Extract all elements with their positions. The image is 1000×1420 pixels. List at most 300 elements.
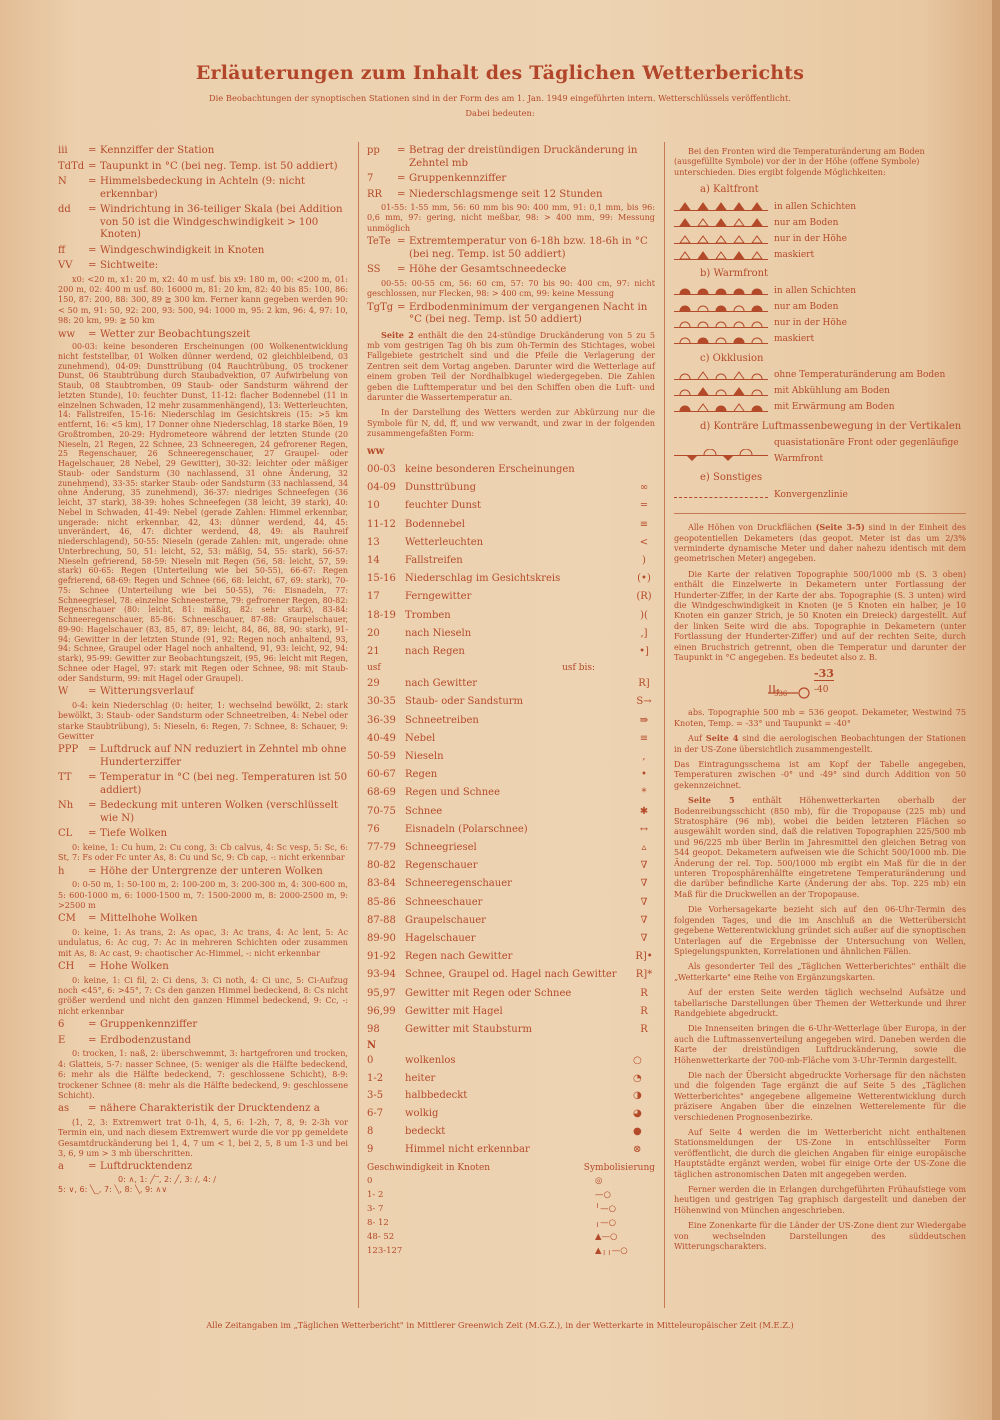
weather-symbol-icon: ∇ xyxy=(640,933,648,945)
ww-row xyxy=(367,479,655,497)
code: 83-84 xyxy=(367,878,396,890)
front-mark xyxy=(716,390,726,395)
front-row-label: quasistationäre Front oder gegenläufige Warmfront xyxy=(774,438,959,465)
def-symbol: PPP xyxy=(58,744,79,756)
def-n xyxy=(58,176,348,201)
warm-front-heading: b) Warmfront xyxy=(700,268,769,280)
quasistationary-front-svg xyxy=(674,449,768,461)
label: Staub- oder Sandsturm xyxy=(405,696,524,708)
front-line xyxy=(674,202,768,211)
def-symbol: CH xyxy=(58,961,75,973)
code: 68-69 xyxy=(367,787,396,799)
spacer xyxy=(419,1216,595,1230)
scheme-paragraph: Das Eintragungsschema ist am Kopf der Tabelle angegeben, Temperaturen zwischen -0° und -49° sind durch Addition von 50 gekennzeichnet. xyxy=(674,759,966,790)
label: Ferngewitter xyxy=(405,591,472,603)
def-7 xyxy=(367,173,655,186)
seite-2-paragraph xyxy=(367,330,655,403)
column-1 xyxy=(58,142,348,1195)
footer-note: Alle Zeitangaben im „Täglichen Wetterbericht" in Mittlerer Greenwich Zeit (M.G.Z.), in der Wetterkarte in Mitteleuropäischer Zeit (M.E.Z.) xyxy=(206,1320,794,1330)
front-row-label: nur am Boden xyxy=(774,217,839,228)
ww-row xyxy=(367,821,655,839)
def-ch-description: 0: keine, 1: Ci fil, 2: Ci dens, 3: Ci noth, 4: Ci unc, 5: Ci-Aufzug noch <45°, 6: >45°, 7: Cs den ganzen Himmel bedeckend, 8: Cs nicht größer werdend und nicht den ganzen Himmel bedeckend, 9: Cc, -: nicht erkennbar xyxy=(58,974,348,1016)
ww-row xyxy=(367,803,655,821)
def-group-6 xyxy=(58,1019,348,1032)
ww-row xyxy=(367,552,655,570)
def-text: Erdbodenminimum der vergangenen Nacht in °C (bei neg. Temp. ist 50 addiert) xyxy=(409,301,648,326)
ww-list-part-1 xyxy=(367,461,655,661)
label: Dunsttrübung xyxy=(405,482,476,494)
def-equals: = xyxy=(88,865,97,877)
front-mark xyxy=(680,374,690,379)
front-row xyxy=(674,331,966,347)
weather-symbol-icon: ∇ xyxy=(640,914,648,926)
page-edge xyxy=(992,0,1000,1420)
code: 40-49 xyxy=(367,732,396,744)
def-ss xyxy=(367,264,655,277)
label: Nebel xyxy=(405,732,436,744)
forecast-paragraph: Die Vorhersagekarte bezieht sich auf den 06-Uhr-Termin des folgenden Tages, und die im Anschluß an die Wetterübersicht gegebene Wetterentwicklung gründet sich außer auf die synoptischen Unterlagen auf die Ergebnisse der Untersuchung von Wellen, Spiegelungspunkten, Korrelationen und ähnlichen Fällen. xyxy=(674,904,966,956)
def-symbol: CM xyxy=(58,913,76,925)
def-text: Extremtemperatur von 6-18h bzw. 18-6h in °C (bei neg. Temp. ist 50 addiert) xyxy=(409,236,648,260)
spacer xyxy=(419,1230,595,1244)
def-ff xyxy=(58,245,348,258)
def-e xyxy=(58,1035,348,1048)
def-text: Sichtweite: xyxy=(100,260,159,271)
ww-row xyxy=(367,948,655,966)
def-tt xyxy=(58,772,348,797)
weather-symbol-icon xyxy=(633,461,655,479)
def-text: Windrichtung in 36-teiliger Skala (bei Addition von 50 ist die Windgeschwindigkeit > 100 Knoten) xyxy=(100,204,343,240)
ww-row xyxy=(367,1003,655,1021)
def-symbol: TT xyxy=(58,772,72,784)
front-row xyxy=(674,367,966,383)
def-symbol: E xyxy=(58,1034,66,1046)
code: 77-79 xyxy=(367,842,396,854)
front-mark xyxy=(752,306,762,311)
def-symbol: N xyxy=(58,176,67,187)
def-symbol: 7 xyxy=(367,173,374,184)
front-mark xyxy=(734,236,744,243)
def-text: Temperatur in °C (bei neg. Temperaturen ist 50 addiert) xyxy=(100,772,348,796)
label: nach Gewitter xyxy=(405,678,478,690)
def-as-description: (1, 2, 3: Extremwert trat 0-1h, 4, 5, 6: 1-2h, 7, 8, 9: 2-3h vor Termin ein, und nach diesem Extremwert wurde die vor pp gemeldete Gesamtdruckänderung bei 1, 4, 7 um < 1, bei 2, 5, 8 um 1-3 und bei 3, 6, 9 um > 3 mb überschritten. xyxy=(58,1116,348,1159)
front-row xyxy=(674,435,966,467)
front-symbol-icon xyxy=(674,284,768,296)
wind-barb-icon: ◎ xyxy=(595,1176,603,1187)
weather-symbol-icon: ↔ xyxy=(639,823,649,835)
def-equals: = xyxy=(88,1161,97,1173)
seite-5-text: enthält Höhenwetterkarten oberhalb der Bodenreibungsschicht (850 mb), für die Tropopause (225 mb) und Stratosphäre (96 mb), wobei die beiden letzteren Flächen so ausgewählt worden sind, daß die relativen Topographien 225/500 mb und 96/225 mb über Berlin im Jahresmittel den gleichen Betrag von 544 geopot. Dekametern aufweisen wie die Schicht 500/1000 mb. Die Änderung der rel. Top. 500/1000 mb ergibt ein Maß für die in der unteren Troposphärenhälfte eingetretene Temperaturänderung und die darüber befindliche Karte (Änderung der abs. Top. 225 mb) ein Maß für die Druckwellen an der Tropopause. xyxy=(674,795,966,899)
wind-barb-icon: —○ xyxy=(595,1190,611,1201)
ww-row xyxy=(367,985,655,1003)
code: 36-39 xyxy=(367,714,396,726)
def-a-tendency-row-1: 0: ∧, 1: ╱‾, 2: ╱, 3: ∕, 4: ∕ xyxy=(118,1173,216,1184)
code: 8 xyxy=(367,1125,374,1137)
def-vv xyxy=(58,260,348,273)
front-mark xyxy=(752,252,762,259)
code: 15-16 xyxy=(367,573,396,585)
def-equals: = xyxy=(88,204,97,215)
ww-list-part-2 xyxy=(367,675,655,1039)
front-mark xyxy=(698,289,708,294)
front-mark xyxy=(734,338,744,343)
front-mark xyxy=(734,203,744,210)
def-rr xyxy=(367,189,655,202)
def-equals: = xyxy=(397,188,406,200)
front-mark xyxy=(680,390,690,395)
def-symbol: 6 xyxy=(58,1019,65,1031)
def-symbol: dd xyxy=(58,204,71,215)
front-symbol-icon xyxy=(674,249,768,261)
zone-map-paragraph: Eine Zonenkarte für die Länder der US-Zone dient zur Wiedergabe von wechselnden Darstellungen des süddeutschen Witterungscharakters. xyxy=(674,1220,966,1252)
def-ch xyxy=(58,961,348,974)
weather-symbol-icon: ≡ xyxy=(639,518,649,530)
front-line xyxy=(674,251,768,260)
label: Tromben xyxy=(405,609,451,621)
label: Schneeschauer xyxy=(405,896,483,908)
front-row-label: nur in der Höhe xyxy=(774,234,847,245)
spacer xyxy=(419,1202,595,1216)
wind-speed-row xyxy=(367,1202,655,1216)
label: Gewitter mit Regen oder Schnee xyxy=(405,987,572,999)
front-mark xyxy=(680,322,690,327)
n-section-heading: N xyxy=(367,1040,377,1052)
column-divider-1 xyxy=(358,142,359,1308)
front-mark xyxy=(734,388,744,395)
front-mark xyxy=(716,252,726,259)
label: Regenschauer xyxy=(405,860,478,872)
label: Schnee xyxy=(405,805,443,817)
def-a-tendency-row-2: 5: ∨, 6: ╲_, 7: ╲, 8: ╲, 9: ∧∨ xyxy=(58,1184,168,1195)
heights-page-ref: (Seite 3-5) xyxy=(815,522,865,533)
ww-row xyxy=(367,570,655,588)
def-symbol: VV xyxy=(58,260,73,271)
def-equals: = xyxy=(397,264,406,276)
front-mark xyxy=(752,322,762,327)
code: 3-5 xyxy=(367,1090,384,1102)
def-cm xyxy=(58,913,348,926)
def-equals: = xyxy=(88,160,97,172)
def-a xyxy=(58,1161,348,1174)
front-mark xyxy=(734,289,744,294)
convergence-line-symbol xyxy=(674,491,768,498)
def-equals: = xyxy=(88,686,97,698)
label: Nieseln xyxy=(405,751,444,763)
front-row-label: nur in der Höhe xyxy=(774,318,847,329)
front-row xyxy=(674,487,966,503)
speed-heading-right: Symbolisierung xyxy=(583,1163,655,1174)
spacer xyxy=(419,1188,595,1202)
def-nh xyxy=(58,800,348,825)
seite-4-paragraph: Auf Seite 4 sind die aerologischen Beobachtungen der Stationen in der US-Zone übersichtlich zusammengestellt. xyxy=(674,733,966,754)
ww-row xyxy=(367,875,655,893)
front-symbol-icon xyxy=(674,233,768,245)
front-mark xyxy=(680,236,690,243)
weather-symbol-icon: ▵ xyxy=(641,842,647,854)
code: 18-19 xyxy=(367,609,396,621)
ww-row xyxy=(367,1021,655,1039)
front-mark xyxy=(752,203,762,210)
front-row xyxy=(674,199,966,215)
front-mark xyxy=(698,404,708,411)
def-symbol: pp xyxy=(367,145,380,156)
front-row xyxy=(674,215,966,231)
label: feuchter Dunst xyxy=(405,500,482,512)
label: Schneegriesel xyxy=(405,842,477,854)
front-mark xyxy=(698,219,708,226)
weather-symbol-icon: ∇ xyxy=(640,878,648,890)
wind-speed-code: 48- 52 xyxy=(367,1232,395,1243)
seite-4-text: sind die aerologischen Beobachtungen der Stationen in der US-Zone übersichtlich zusammengestellt. xyxy=(674,733,966,754)
code: 29 xyxy=(367,678,380,690)
front-mark xyxy=(698,236,708,243)
spacer xyxy=(419,1244,595,1258)
front-symbol-icon xyxy=(674,333,768,345)
label: nach Regen xyxy=(405,646,465,658)
example-explanation: abs. Topographie 500 mb = 536 geopot. Dekameter, Westwind 75 Knoten, Temp. = -33° und Taupunkt = -40° xyxy=(674,707,966,728)
front-mark xyxy=(752,406,762,411)
front-mark xyxy=(698,388,708,395)
heights-text: Alle Höhen von Druckflächen xyxy=(688,522,816,533)
def-text: Hohe Wolken xyxy=(100,961,169,973)
wind-barb-icon: ╵—○ xyxy=(595,1204,617,1215)
ww-row xyxy=(367,693,655,711)
front-mark xyxy=(752,338,762,343)
seite-2-text: enthält die den 24-stündige Druckänderung von 5 zu 5 mb vom gestrigen Tag 0h bis zum 0h-Termin des Stichtages, wobei Fallgebiete gestrichelt sind und die Pfeile die Verlagerung der Zentren seit dem Vortag angeben. Darunter wird die Wetterlage auf einem groben Teil der Nordhalbkugel wiedergegeben. Die Zahlen geben die Lufttemperatur und bei den Schiffen oben die Luft- und darunter die Wassertemperatur an. xyxy=(367,329,655,402)
front-line xyxy=(674,235,768,244)
weather-symbol-icon: •] xyxy=(639,646,649,658)
def-symbol: CL xyxy=(58,828,73,840)
front-mark xyxy=(752,390,762,395)
other-heading: e) Sonstiges xyxy=(700,472,763,484)
def-symbol: RR xyxy=(367,188,383,200)
inner-pages-paragraph: Die Innenseiten bringen die 6-Uhr-Wetterlage über Europa, in der auch die Luftmassenverteilung angegeben wird. Daneben werden die Karte der dreistündigen Luftdruckänderung, sowie die Höhenwetterkarte der 700-mb-Fläche vom 3-Uhr-Termin dargestellt. xyxy=(674,1023,966,1065)
code: 98 xyxy=(367,1024,380,1036)
front-mark xyxy=(734,322,744,327)
def-symbol: ww xyxy=(58,328,76,340)
front-row xyxy=(674,283,966,299)
ww-row xyxy=(367,712,655,730)
weather-symbol-icon: = xyxy=(639,500,649,512)
front-row xyxy=(674,247,966,263)
cloud-cover-row xyxy=(367,1070,655,1088)
label: Fallstreifen xyxy=(405,555,463,567)
front-line xyxy=(674,303,768,312)
def-text: Höhe der Gesamtschneedecke xyxy=(409,264,567,276)
ww-row xyxy=(367,730,655,748)
cloud-cover-row xyxy=(367,1105,655,1123)
ww-row xyxy=(367,894,655,912)
seite-4-label: Seite 4 xyxy=(705,733,739,744)
ww-row xyxy=(367,784,655,802)
def-symbol: TdTd xyxy=(58,160,85,172)
def-text: Gruppenkennziffer xyxy=(409,173,507,184)
column-3 xyxy=(674,142,966,1256)
code: 93-94 xyxy=(367,969,396,981)
front-mark xyxy=(716,374,726,379)
heights-text-2: sind in der Einheit des geopotentiellen Dekameters (das geopot. Meter ist das um 2/3% verminderte dynamische Meter und daher nahezu identisch mit dem geometrischen Meter) angegeben. xyxy=(674,522,966,564)
weather-symbol-icon: R] xyxy=(638,678,650,690)
front-line xyxy=(674,403,768,412)
ww-row xyxy=(367,766,655,784)
code: 11-12 xyxy=(367,518,396,530)
cloud-cover-row xyxy=(367,1141,655,1159)
front-row-label: mit Erwärmung am Boden xyxy=(774,402,895,413)
label: heiter xyxy=(405,1072,436,1084)
heights-paragraph xyxy=(674,522,966,564)
code: 60-67 xyxy=(367,769,396,781)
label: Schneeregenschauer xyxy=(405,878,512,890)
label: Regen und Schnee xyxy=(405,787,501,799)
front-row-label: nur am Boden xyxy=(774,302,839,313)
def-text: Luftdruck auf NN reduziert in Zehntel mb ohne Hunderterziffer xyxy=(100,744,347,768)
def-equals: = xyxy=(88,176,97,187)
weather-symbol-icon: R]* xyxy=(635,969,653,981)
soundings-paragraph: Ferner werden die in Erlangen durchgeführten Frühaufstiege vom heutigen und gestrigen Tag graphisch dargestellt und daneben der Höhenwind von München angeschrieben. xyxy=(674,1184,966,1215)
weather-symbol-icon: R xyxy=(640,1024,648,1036)
front-mark xyxy=(698,322,708,327)
def-symbol: TgTg xyxy=(367,301,394,313)
front-mark xyxy=(752,219,762,226)
label: Hagelschauer xyxy=(405,933,476,945)
weather-symbol-icon: ∇ xyxy=(640,896,648,908)
label: Gewitter mit Staubsturm xyxy=(405,1024,532,1036)
code: 30-35 xyxy=(367,696,396,708)
front-line xyxy=(674,218,768,227)
def-text: Niederschlagsmenge seit 12 Stunden xyxy=(409,188,603,200)
wind-barb-icon: ╷—○ xyxy=(595,1218,617,1229)
ww-row xyxy=(367,966,655,984)
def-text: Kennziffer der Station xyxy=(100,145,215,156)
def-equals: = xyxy=(88,961,97,973)
label: Regen xyxy=(405,769,438,781)
code: 10 xyxy=(367,500,380,512)
front-line xyxy=(674,387,768,396)
def-ppp xyxy=(58,744,348,769)
label: Schneetreiben xyxy=(405,714,479,726)
front-mark xyxy=(680,289,690,294)
weather-symbol-icon: (•) xyxy=(637,573,651,585)
weather-symbol-icon: ∞ xyxy=(639,482,649,494)
wind-speed-row xyxy=(367,1230,655,1244)
ww-row xyxy=(367,675,655,693)
ww-row xyxy=(367,516,655,534)
def-tete xyxy=(367,236,655,261)
speed-heading-left: Geschwindigkeit in Knoten xyxy=(367,1163,491,1174)
def-ss-description: 00-55: 00-55 cm, 56: 60 cm, 57: 70 bis 90: 400 cm, 97: nicht geschlossen, nur Flecken, 98: > 400 cm, 99: keine Messung xyxy=(367,277,655,299)
def-w xyxy=(58,686,348,699)
label: Eisnadeln (Polarschnee) xyxy=(405,823,528,835)
def-vv-description: x0: <20 m, x1: 20 m, x2: 40 m usf. bis x9: 180 m, 00: <200 m, 01: 200 m, 02: 400 m usf. 80: 16000 m, 81: 20 km, 82: 40 bis 85: 100, 86: 150, 87: 200, 88: 300, 89 ≧ 300 km. Ferner kann gegeben werden 90: < 50 m, 91: 50, 92: 200, 93: 500, 94: 1000 m, 95: 2 km, 96: 4, 97: 10, 98: 20 km, 99: ≧ 50 km xyxy=(58,273,348,326)
weather-symbol-icon: ○ xyxy=(633,1054,642,1066)
def-text: Himmelsbedeckung in Achteln (9: nicht erkennbar) xyxy=(100,176,306,200)
def-pp xyxy=(367,145,655,170)
weather-symbol-icon: ) xyxy=(642,555,646,567)
front-row-label: maskiert xyxy=(774,250,815,261)
ww-row xyxy=(367,534,655,552)
label: nach Nieseln xyxy=(405,627,472,639)
code: 50-59 xyxy=(367,751,396,763)
label: keine besonderen Erscheinungen xyxy=(405,464,575,475)
code: 00-03 xyxy=(367,464,396,475)
front-mark xyxy=(716,236,726,243)
front-mark xyxy=(698,338,708,343)
def-equals: = xyxy=(397,301,406,313)
wind-speed-code: 123-127 xyxy=(367,1246,403,1257)
example-temperature: -33 xyxy=(814,667,834,681)
occlusion-heading: c) Okklusion xyxy=(700,352,764,364)
weather-symbol-icon: R]• xyxy=(635,951,653,963)
warm-front-list xyxy=(674,283,966,348)
def-symbol: ff xyxy=(58,244,66,256)
front-row-label: maskiert xyxy=(774,334,815,345)
front-mark xyxy=(680,338,690,343)
label: Bodennebel xyxy=(405,518,466,530)
weather-symbol-icon: , xyxy=(642,751,646,763)
wind-barb-icon: ▲—○ xyxy=(595,1232,618,1243)
page-subtitle-2: Dabei bedeuten: xyxy=(465,108,535,118)
cloud-cover-row xyxy=(367,1123,655,1141)
ww-row xyxy=(367,607,655,625)
def-symbol: W xyxy=(58,686,69,698)
code: 80-82 xyxy=(367,860,396,872)
quasistationary-front-symbol xyxy=(674,447,768,456)
front-symbol-icon xyxy=(674,200,768,212)
label: wolkig xyxy=(405,1108,439,1120)
ww-row xyxy=(367,461,655,479)
def-equals: = xyxy=(88,244,97,256)
front-row-label: in allen Schichten xyxy=(774,201,857,212)
front-mark xyxy=(698,372,708,379)
front-symbol-icon xyxy=(674,301,768,313)
code: 21 xyxy=(367,646,380,658)
def-cl xyxy=(58,828,348,841)
front-mark xyxy=(680,219,690,226)
cloud-cover-row xyxy=(367,1052,655,1070)
seite-5-paragraph xyxy=(674,795,966,899)
def-ww-description: 00-03: keine besonderen Erscheinungen (00 Wolkenentwicklung nicht feststellbar, 01 Wolken dünner werdend, 02 gleichbleibend, 03 zunehmend), 04-09: Dunsttrübung (04 Rauchtrübung, 05 trockener Dunst, 06 Staubtrübung durch Staubadvektion, 07 Aufwirbelung von Staub, 08 Staubtromben, 09 Staub- oder Sandsturm während der letzten Stunde), 10: feuchter Dunst, 11-12: flacher Bodennebel (11 in einzelnen Schwaden, 12 mehr zusammenhängend), 13: Wetterleuchten, 14: Fallstreifen, 15-16: Niederschlag im Gesichtskreis (15: >5 km entfernt, 16: <5 km), 17 Donner ohne Niederschlag, 18 starke Böen, 19 Großtromben, 20-29: Hydrometeore während der letzten Stunde (20 Nieseln, 21 Regen, 22 Schnee, 23 Schneeregen, 24 gefrorener Regen, 25 Regenschauer, 26 Schneeregenschauer, 27 Graupel- oder Hagelschauer, 28 Nebel, 29 Gewitter), 30-32: leichter oder mäßiger Staub- oder Sandsturm (30 nachlassend, 31 ohne Änderung, 32 zunehmend), 33-35: starker Staub- oder Sandsturm (33 nachlassend, 34 ohne Änderung, 35 zunehmend), 36-37: niedriges Schneefegen (36 leicht, 37 stark), 38-39: hohes Schneefegen (38 leicht, 39 stark), 40: Nebel in Schwaden, 41-49: Nebel (gerade Zahlen: Himmel erkennbar, ungerade: nicht erkennbar, 42, 43: dünner werdend, 44, 45: unverändert, 46, 47: dichter werdend, 48, 49: als Rauhreif niederschlagend), 50-55: Nieseln (gerade Zahlen: mit, ungerade: ohne Unterbrechung, 50, 51: leicht, 52, 53: mäßig, 54, 55: stark), 56-57: Nieseln gefrierend, 58-59: Nieseln mit Regen (56, 58: leicht, 57, 59: stark) 60-65: Regen (Unterteilung wie bei 50-55), 66-67: Regen gefrierend, 68-69: Regen und Schnee (66, 68: leicht, 67, 69: stark), 70-75: Schnee (Unterteilung wie bei 50-55), 76: Eisnadeln, 77: Schneegriesel, 78: einzelne Schneesterne, 79: gefrorener Regen, 80-82: Regenschauer (80: leicht, 81: mäßig, 82: sehr stark), 83-84: Schneeregenschauer, 85-86: Schneeschauer, 87-88: Graupelschauer, 89-90: Hagelschauer (83, 85, 87, 89: leicht, 84, 86, 88, 90: stark), 91-94: Gewitter in der letzten Stunde (91, 92: Regen noch anhaltend, 93, 94: Schnee, Graupel oder Hagel noch anhaltend, 91, 93: leicht, 92, 94: stark), 95-99: Gewitter zur Beobachtungszeit, (95, 96: leicht mit Regen, Schnee oder Hagel, 97: stark mit Regen oder Schnee, 98: mit Staub- oder Sandsturm, 99: mit Hagel oder Graupel). xyxy=(58,342,348,683)
front-mark xyxy=(680,406,690,411)
def-symbol: Nh xyxy=(58,800,74,812)
def-text: Mittelhohe Wolken xyxy=(100,913,198,925)
weather-symbol-icon: S→ xyxy=(636,696,652,708)
front-line xyxy=(674,371,768,380)
occlusion-list xyxy=(674,367,966,416)
def-equals: = xyxy=(88,772,97,784)
front-mark xyxy=(734,219,744,226)
ww-row xyxy=(367,930,655,948)
ww-row xyxy=(367,839,655,857)
def-text: Witterungsverlauf xyxy=(100,686,194,698)
wind-speed-code: 8- 12 xyxy=(367,1218,389,1229)
label: Wetterleuchten xyxy=(405,536,484,548)
ww-row xyxy=(367,643,655,661)
front-row-label: in allen Schichten xyxy=(774,285,857,296)
weather-symbol-icon: ◔ xyxy=(633,1072,642,1084)
front-mark xyxy=(698,203,708,210)
wind-speed-code: 0 xyxy=(367,1176,373,1187)
wind-speed-code: 3- 7 xyxy=(367,1204,384,1215)
front-mark xyxy=(680,306,690,311)
def-equals: = xyxy=(88,1103,97,1115)
def-text: Erdbodenzustand xyxy=(100,1034,192,1046)
def-symbol: a xyxy=(58,1161,64,1173)
label: Regen nach Gewitter xyxy=(405,951,513,963)
code: 70-75 xyxy=(367,805,396,817)
code: 91-92 xyxy=(367,951,396,963)
usf-bis-label: usf bis: xyxy=(562,663,595,674)
front-row-label: Konvergenzlinie xyxy=(774,489,848,500)
